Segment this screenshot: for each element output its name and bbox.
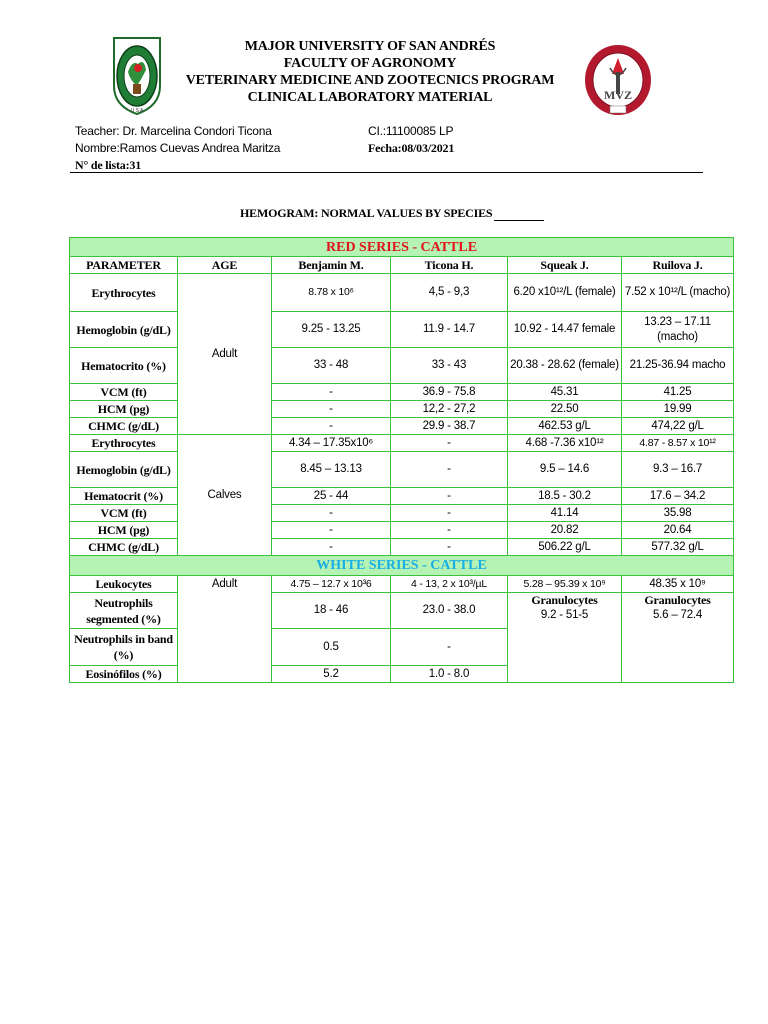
granulocytes-value: 9.2 - 51-5 bbox=[540, 609, 589, 621]
parameter-cell: Neutrophils segmented (%) bbox=[70, 593, 178, 629]
table-row bbox=[70, 488, 734, 505]
value-cell: 474,22 g/L bbox=[622, 418, 734, 435]
parameter-cell: HCM (pg) bbox=[70, 401, 178, 418]
parameter-cell: Leukocytes bbox=[70, 576, 178, 593]
value-cell: 506.22 g/L bbox=[508, 539, 622, 556]
parameter-cell: Neutrophils in band (%) bbox=[70, 629, 178, 666]
value-cell: 10.92 - 14.47 female bbox=[508, 312, 622, 348]
value-cell: 41.25 bbox=[622, 384, 734, 401]
value-cell: 20.64 bbox=[622, 522, 734, 539]
value-cell: - bbox=[272, 522, 391, 539]
granulocytes-title: Granulocytes bbox=[531, 593, 598, 607]
value-cell: 4.68 -7.36 x10¹² bbox=[508, 435, 622, 452]
faculty-name: FACULTY OF AGRONOMY bbox=[283, 56, 457, 71]
value-cell: 6.20 x10¹²/L (female) bbox=[508, 274, 622, 312]
age-cell: Calves bbox=[178, 435, 272, 556]
value-cell: 35.98 bbox=[622, 505, 734, 522]
parameter-cell: Eosinófilos (%) bbox=[70, 666, 178, 683]
ruilova-granulocytes-cell bbox=[622, 593, 734, 683]
band-row bbox=[70, 238, 734, 257]
column-header: PARAMETER bbox=[70, 257, 178, 274]
value-cell: - bbox=[391, 539, 508, 556]
header-row bbox=[70, 257, 734, 274]
value-cell: 19.99 bbox=[622, 401, 734, 418]
granulocytes-value: 5.6 – 72.4 bbox=[652, 609, 703, 621]
value-cell: 33 - 48 bbox=[272, 348, 391, 384]
value-cell: 5.28 – 95.39 x 10⁹ bbox=[508, 576, 622, 593]
age-cell: Adult bbox=[178, 576, 272, 683]
value-cell: 48.35 x 10⁹ bbox=[622, 576, 734, 593]
parameter-cell: Erythrocytes bbox=[70, 274, 178, 312]
list-number-line: N° de lista:31 bbox=[75, 158, 141, 172]
value-cell: 7.52 x 10¹²/L (macho) bbox=[622, 274, 734, 312]
hemogram-table bbox=[69, 237, 734, 683]
mvz-logo-text: MVZ bbox=[604, 88, 632, 102]
svg-text:U S A: U S A bbox=[130, 108, 144, 114]
table-row bbox=[70, 401, 734, 418]
column-header: Squeak J. bbox=[508, 257, 622, 274]
white-series-band: WHITE SERIES - CATTLE bbox=[70, 556, 734, 576]
value-cell: 9.25 - 13.25 bbox=[272, 312, 391, 348]
mvz-faculty-logo bbox=[582, 44, 654, 120]
column-header: Ticona H. bbox=[391, 257, 508, 274]
value-cell: 4.87 - 8.57 x 10¹² bbox=[622, 435, 734, 452]
value-cell: 1.0 - 8.0 bbox=[391, 666, 508, 683]
value-cell: 11.9 - 14.7 bbox=[391, 312, 508, 348]
ci-line: CI.:11100085 LP bbox=[368, 124, 454, 138]
table-row bbox=[70, 348, 734, 384]
red-series-band: RED SERIES - CATTLE bbox=[70, 238, 734, 257]
value-cell: 8.78 x 10⁶ bbox=[272, 274, 391, 312]
value-cell: 8.45 – 13.13 bbox=[272, 452, 391, 488]
column-header: AGE bbox=[178, 257, 272, 274]
value-cell: 462.53 g/L bbox=[508, 418, 622, 435]
value-cell: 12,2 - 27,2 bbox=[391, 401, 508, 418]
value-cell: 29.9 - 38.7 bbox=[391, 418, 508, 435]
program-name: VETERINARY MEDICINE AND ZOOTECNICS PROGRAM bbox=[185, 73, 555, 88]
column-header: Benjamin M. bbox=[272, 257, 391, 274]
value-cell: - bbox=[391, 435, 508, 452]
parameter-cell: Hematocrit (%) bbox=[70, 488, 178, 505]
table-row bbox=[70, 505, 734, 522]
header-divider bbox=[70, 172, 703, 173]
value-cell: 4,5 - 9,3 bbox=[391, 274, 508, 312]
parameter-cell: Erythrocytes bbox=[70, 435, 178, 452]
value-cell: - bbox=[272, 384, 391, 401]
table-row bbox=[70, 312, 734, 348]
value-cell: 17.6 – 34.2 bbox=[622, 488, 734, 505]
teacher-line: Teacher: Dr. Marcelina Condori Ticona bbox=[75, 124, 272, 138]
material-name: CLINICAL LABORATORY MATERIAL bbox=[247, 90, 493, 105]
value-cell: 4 - 13, 2 x 10³/µL bbox=[391, 576, 508, 593]
table-row bbox=[70, 274, 734, 312]
value-cell: 22.50 bbox=[508, 401, 622, 418]
table-row bbox=[70, 522, 734, 539]
university-name: MAJOR UNIVERSITY OF SAN ANDRÉS bbox=[244, 39, 496, 54]
table-row bbox=[70, 384, 734, 401]
value-cell: - bbox=[391, 522, 508, 539]
band-row bbox=[70, 556, 734, 576]
parameter-cell: Hemoglobin (g/dL) bbox=[70, 312, 178, 348]
parameter-cell: CHMC (g/dL) bbox=[70, 539, 178, 556]
value-cell: 36.9 - 75.8 bbox=[391, 384, 508, 401]
value-cell: - bbox=[272, 505, 391, 522]
value-cell: - bbox=[272, 539, 391, 556]
sheet-title-text: HEMOGRAM: NORMAL VALUES BY SPECIES bbox=[240, 206, 493, 220]
parameter-cell: VCM (ft) bbox=[70, 384, 178, 401]
table-row bbox=[70, 418, 734, 435]
parameter-cell: HCM (pg) bbox=[70, 522, 178, 539]
value-cell: 20.38 - 28.62 (female) bbox=[508, 348, 622, 384]
value-cell: 23.0 - 38.0 bbox=[391, 593, 508, 629]
value-cell: 25 - 44 bbox=[272, 488, 391, 505]
value-cell: 5.2 bbox=[272, 666, 391, 683]
table-row bbox=[70, 593, 734, 629]
table-row bbox=[70, 576, 734, 593]
title-underline bbox=[494, 220, 544, 221]
value-cell: - bbox=[272, 401, 391, 418]
column-header: Ruilova J. bbox=[622, 257, 734, 274]
value-cell: - bbox=[391, 505, 508, 522]
value-cell: 4.34 – 17.35x10⁶ bbox=[272, 435, 391, 452]
table-row bbox=[70, 452, 734, 488]
date-line: Fecha:08/03/2021 bbox=[368, 141, 455, 155]
granulocytes-title: Granulocytes bbox=[644, 593, 711, 607]
value-cell: - bbox=[391, 488, 508, 505]
value-cell: 18.5 - 30.2 bbox=[508, 488, 622, 505]
value-cell: 9.3 – 16.7 bbox=[622, 452, 734, 488]
value-cell: 45.31 bbox=[508, 384, 622, 401]
parameter-cell: VCM (ft) bbox=[70, 505, 178, 522]
value-cell: 4.75 – 12.7 x 10³6 bbox=[272, 576, 391, 593]
student-line: Nombre:Ramos Cuevas Andrea Maritza bbox=[75, 141, 281, 155]
table-row bbox=[70, 539, 734, 556]
parameter-cell: Hematocrito (%) bbox=[70, 348, 178, 384]
age-cell: Adult bbox=[178, 274, 272, 435]
value-cell: 9.5 – 14.6 bbox=[508, 452, 622, 488]
value-cell: 21.25-36.94 macho bbox=[622, 348, 734, 384]
parameter-cell: CHMC (g/dL) bbox=[70, 418, 178, 435]
university-seal-logo bbox=[108, 34, 166, 118]
table-row bbox=[70, 435, 734, 452]
value-cell: 18 - 46 bbox=[272, 593, 391, 629]
value-cell: - bbox=[391, 629, 508, 666]
value-cell: 33 - 43 bbox=[391, 348, 508, 384]
value-cell: 577.32 g/L bbox=[622, 539, 734, 556]
parameter-cell: Hemoglobin (g/dL) bbox=[70, 452, 178, 488]
squeak-granulocytes-cell bbox=[508, 593, 622, 683]
value-cell: - bbox=[391, 452, 508, 488]
value-cell: - bbox=[272, 418, 391, 435]
value-cell: 20.82 bbox=[508, 522, 622, 539]
sheet-title bbox=[240, 206, 544, 221]
document-header bbox=[170, 38, 570, 106]
value-cell: 0.5 bbox=[272, 629, 391, 666]
value-cell: 41.14 bbox=[508, 505, 622, 522]
value-cell: 13.23 – 17.11 (macho) bbox=[622, 312, 734, 348]
